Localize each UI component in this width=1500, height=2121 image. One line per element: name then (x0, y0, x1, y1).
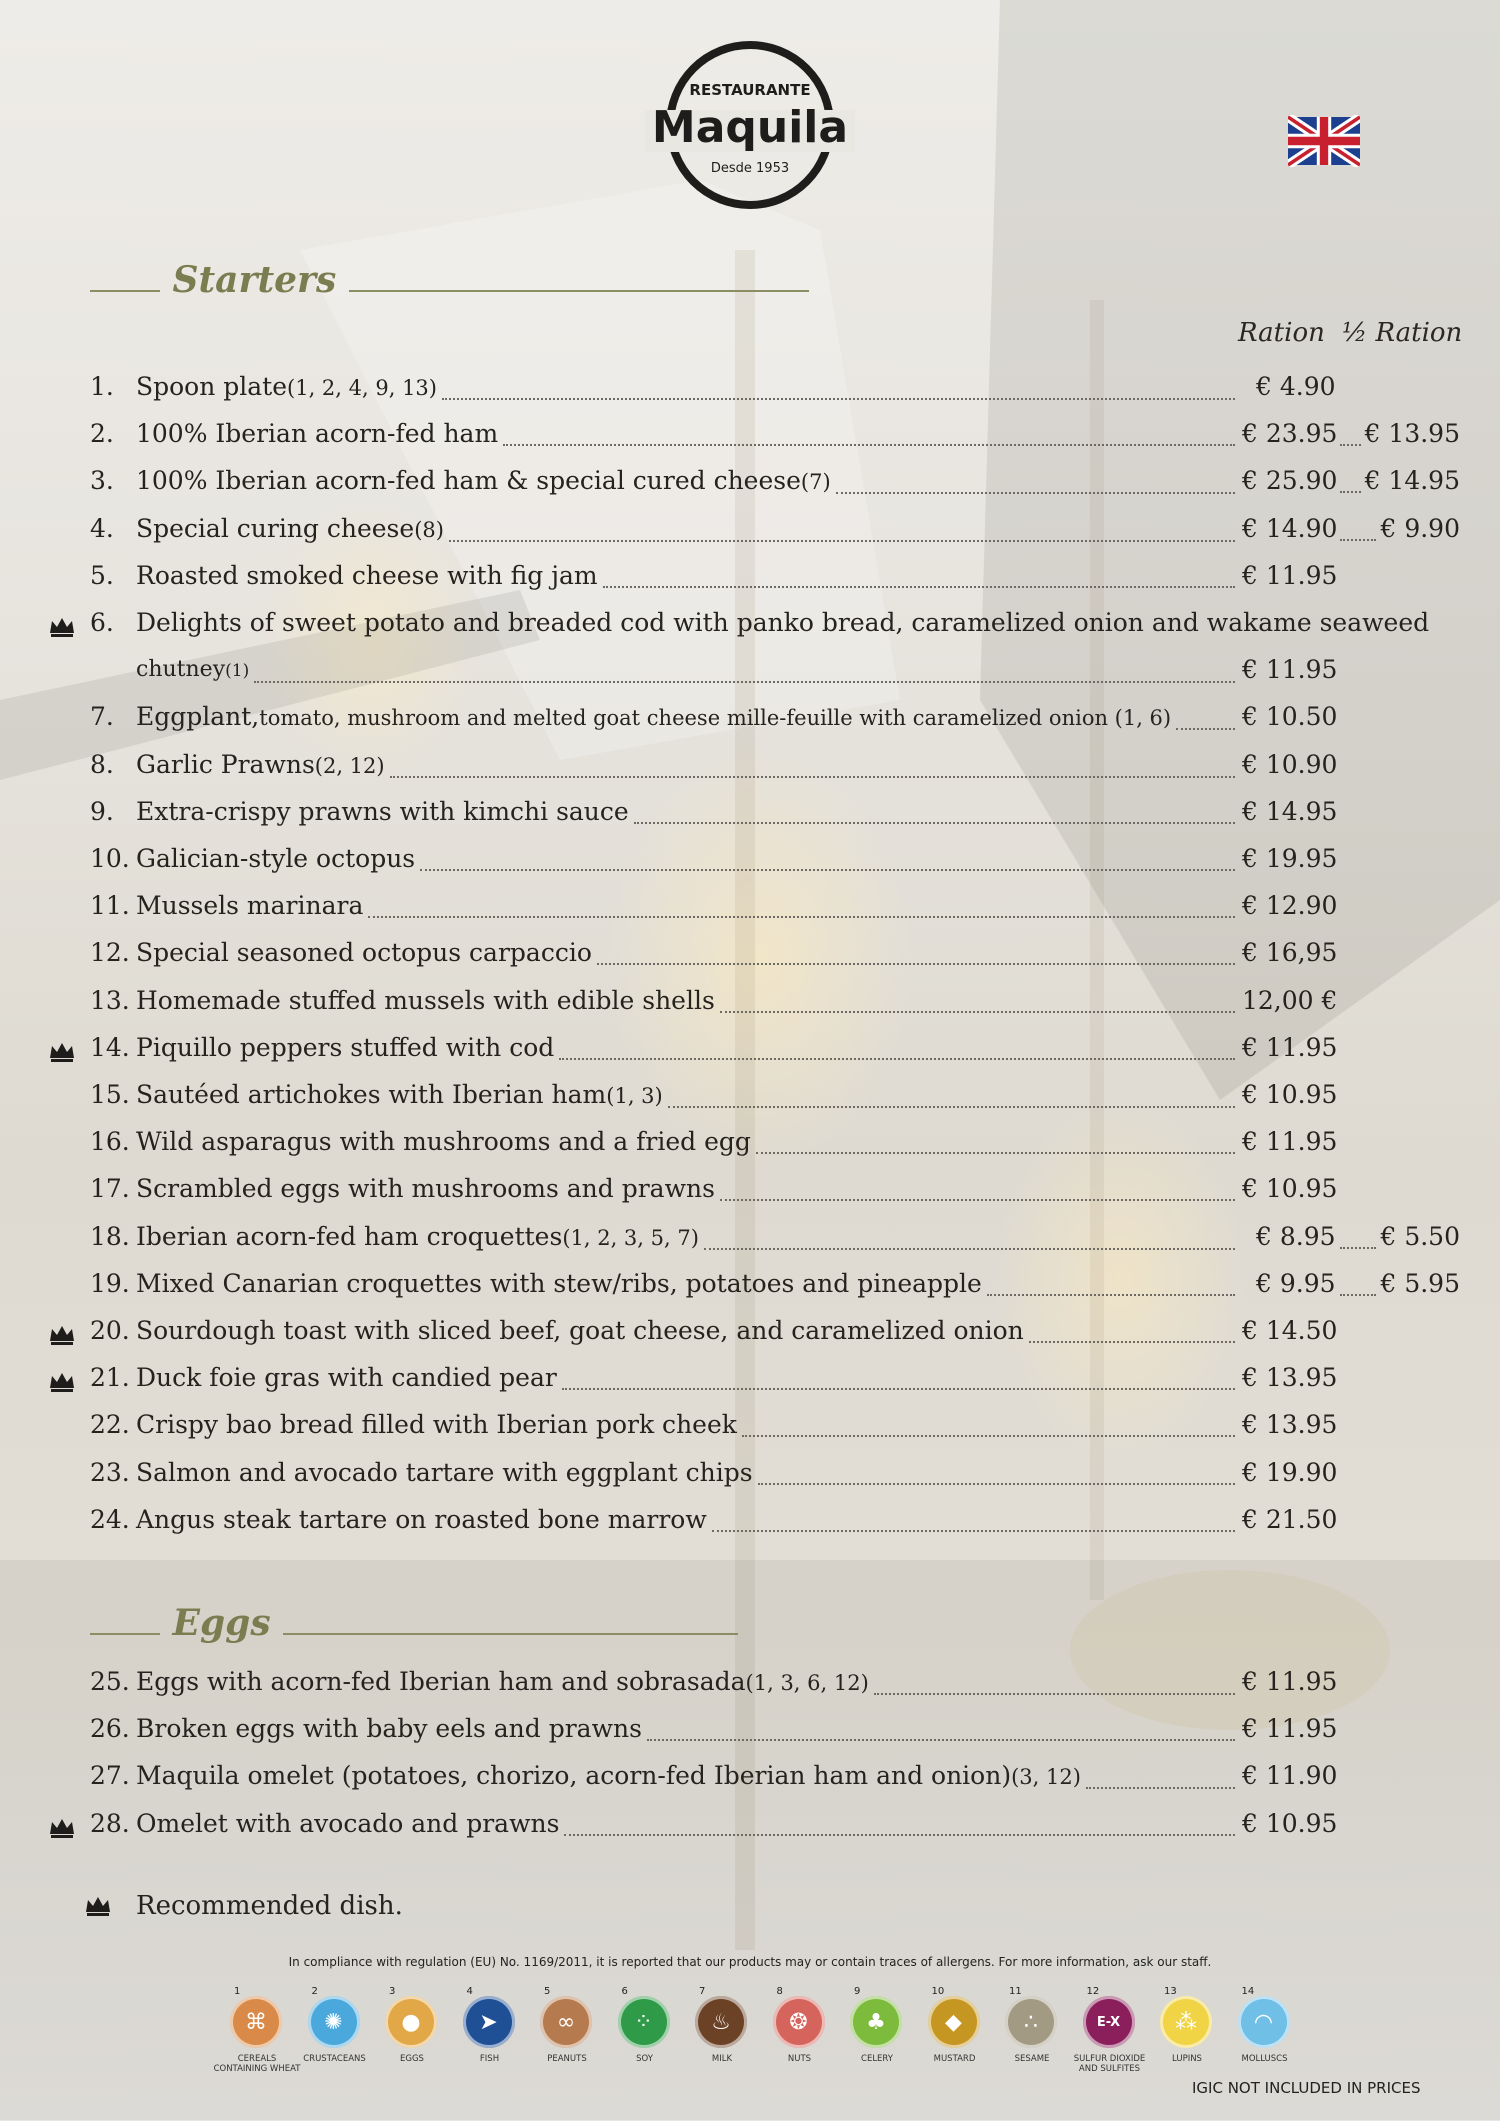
allergen-number: 14 (1241, 1986, 1255, 1997)
allergen-number: 1 (234, 1986, 241, 1997)
item-name: Wild asparagus with mushrooms and a fried egg (136, 1127, 751, 1157)
item-allergens: (1, 3) (606, 1084, 663, 1108)
leader-dots (647, 1739, 1235, 1741)
item-price: € 10.90 (1242, 749, 1338, 779)
item-half-price: € 9.90 (1380, 513, 1460, 543)
leader-dots (442, 398, 1235, 400)
allergen-item (213, 1986, 301, 2076)
item-name: Maquila omelet (potatoes, chorizo, acorn-fed Iberian ham and onion) (136, 1761, 1012, 1791)
menu-item (90, 1028, 1490, 1068)
allergen-label: MOLLUSCS (1241, 2054, 1288, 2064)
item-name: Piquillo peppers stuffed with cod (136, 1032, 555, 1062)
leader-dots (1029, 1341, 1235, 1343)
leader-dots (712, 1530, 1235, 1532)
menu-item (90, 1500, 1490, 1540)
crown-icon (84, 1894, 112, 1918)
menu-item (90, 1122, 1490, 1162)
item-name: Omelet with avocado and prawns (136, 1808, 560, 1838)
crown-icon (48, 615, 76, 639)
allergen-disclaimer: In compliance with regulation (EU) No. 1169/2011, it is reported that our products may or contain traces of allergens. For more information, ask our staff. (288, 1955, 1212, 1969)
leader-dots (597, 963, 1235, 965)
item-price: € 4.90 (1256, 372, 1336, 401)
item-number: 1. (90, 372, 114, 401)
item-number: 13. (90, 985, 130, 1015)
leader-dots (559, 1058, 1235, 1060)
allergen-item (1075, 1986, 1145, 2076)
item-name: 100% Iberian acorn-fed ham & special cured cheese (136, 466, 801, 496)
allergen-number: 4 (466, 1986, 473, 1997)
menu-item (90, 1311, 1490, 1351)
leader-dots (449, 540, 1235, 542)
item-allergens: (1) (225, 661, 250, 682)
item-price: € 11.90 (1242, 1761, 1338, 1791)
item-number: 25. (90, 1667, 130, 1696)
fish-icon: ➤ (463, 1996, 515, 2048)
menu-item (90, 1264, 1490, 1304)
item-price: € 14.50 (1242, 1316, 1338, 1345)
menu-item (90, 839, 1490, 879)
allergen-label: CRUSTACEANS (303, 2054, 366, 2064)
eggs-heading (90, 1603, 738, 1643)
leader-dots (603, 586, 1235, 588)
item-number: 27. (90, 1761, 130, 1791)
allergen-number: 6 (621, 1986, 628, 1997)
leader-dots (1340, 539, 1376, 541)
menu-item (90, 509, 1490, 549)
allergen-item (765, 1986, 835, 2076)
item-allergens: (2, 12) (314, 753, 385, 778)
item-price: € 21.50 (1242, 1504, 1338, 1534)
leader-dots (874, 1693, 1235, 1695)
leader-dots (1340, 491, 1361, 493)
allergen-item (610, 1986, 680, 2076)
leader-dots (1340, 1294, 1376, 1296)
menu-item (90, 1804, 1490, 1844)
item-price: 12,00 € (1242, 985, 1338, 1015)
menu-item-continued (90, 650, 1490, 690)
item-name: Mixed Canarian croquettes with stew/ribs, potatoes and pineapple (136, 1268, 982, 1298)
item-price: € 11.95 (1242, 655, 1338, 685)
menu-item (90, 745, 1490, 785)
item-name: Garlic Prawns (136, 749, 315, 779)
leader-dots (1340, 1247, 1376, 1249)
menu-item (90, 1756, 1490, 1796)
uk-flag-icon[interactable] (1288, 115, 1360, 167)
restaurant-logo (645, 40, 855, 210)
menu-item (90, 603, 1490, 643)
item-number: 6. (90, 608, 114, 637)
item-price: € 11.95 (1242, 1667, 1338, 1696)
item-number: 8. (90, 749, 114, 779)
item-price: € 14.95 (1242, 796, 1338, 826)
item-price: € 10.95 (1242, 1808, 1338, 1838)
eggs-icon: ● (385, 1996, 437, 2048)
leader-dots (720, 1199, 1235, 1201)
item-price: € 10.95 (1242, 1080, 1338, 1109)
leader-dots (420, 869, 1235, 871)
item-number: 10. (90, 844, 130, 873)
item-name: Scrambled eggs with mushrooms and prawns (136, 1174, 715, 1204)
item-price: € 16,95 (1242, 938, 1338, 968)
mustard-icon: ◆ (928, 1996, 980, 2048)
leader-dots (668, 1106, 1235, 1108)
menu-item (90, 556, 1490, 596)
leader-dots (1086, 1787, 1235, 1789)
leader-dots (836, 492, 1235, 494)
item-number: 2. (90, 419, 114, 449)
allergen-label: CEREALS CONTAINING WHEAT (213, 2054, 301, 2074)
item-name: Salmon and avocado tartare with eggplant chips (136, 1457, 753, 1487)
allergen-item (532, 1986, 602, 2076)
item-name: Roasted smoked cheese with fig jam (136, 560, 598, 590)
crown-icon (48, 1370, 76, 1394)
item-price: € 9.95 (1256, 1268, 1336, 1298)
allergen-number: 2 (311, 1986, 318, 1997)
item-price: € 14.90 (1242, 513, 1338, 543)
mollusc-icon: ◠ (1238, 1996, 1290, 2048)
item-number: 14. (90, 1032, 130, 1062)
menu-item (90, 461, 1490, 501)
logo-bottom-text: Desde 1953 (710, 161, 790, 176)
leader-dots (368, 916, 1235, 918)
allergen-label: SOY (636, 2054, 653, 2064)
allergen-item (377, 1986, 447, 2076)
allergen-item (300, 1986, 370, 2076)
allergen-number: 3 (389, 1986, 396, 1997)
item-half-price: € 5.95 (1380, 1268, 1460, 1298)
allergen-label: SULFUR DIOXIDE AND SULFITES (1073, 2054, 1146, 2074)
allergen-item (1152, 1986, 1222, 2076)
menu-item (90, 414, 1490, 454)
item-number: 15. (90, 1080, 130, 1109)
item-name: Eggs with acorn-fed Iberian ham and sobrasada (136, 1667, 746, 1696)
item-name: Special seasoned octopus carpaccio (136, 938, 592, 968)
celery-icon: ♣ (850, 1996, 902, 2048)
leader-dots (720, 1011, 1235, 1013)
item-allergens: (1, 2, 3, 5, 7) (562, 1225, 699, 1250)
leader-dots (987, 1294, 1235, 1296)
allergen-label: MILK (711, 2054, 733, 2064)
item-number: 19. (90, 1268, 130, 1298)
item-price: € 10.50 (1242, 702, 1338, 732)
menu-item (90, 1453, 1490, 1493)
item-price: € 11.95 (1242, 1714, 1338, 1744)
allergen-label: NUTS (787, 2054, 812, 2064)
item-name: Spoon plate (136, 372, 288, 401)
allergen-number: 8 (776, 1986, 783, 1997)
item-number: 22. (90, 1410, 130, 1440)
nuts-icon: ❂ (773, 1996, 825, 2048)
logo-top-text: RESTAURANTE (689, 81, 811, 99)
item-price: € 8.95 (1256, 1221, 1336, 1251)
item-name: Sourdough toast with sliced beef, goat cheese, and caramelized onion (136, 1316, 1024, 1345)
item-number: 20. (90, 1316, 130, 1345)
allergen-number: 11 (1009, 1986, 1022, 1997)
menu-item (90, 1075, 1490, 1115)
col-half-ration-header: ½ Ration (1342, 318, 1463, 348)
item-price: € 11.95 (1242, 560, 1338, 590)
item-price: € 23.95 (1242, 419, 1338, 449)
item-name: Extra-crispy prawns with kimchi sauce (136, 796, 629, 826)
recommended-legend-text: Recommended dish. (136, 1891, 403, 1921)
item-price: € 13.95 (1242, 1410, 1338, 1440)
item-allergens: (1, 3, 6, 12) (745, 1671, 869, 1695)
item-price: € 19.90 (1242, 1457, 1338, 1487)
starters-heading (90, 260, 809, 300)
allergen-label: CELERY (861, 2054, 893, 2064)
leader-dots (634, 822, 1235, 824)
item-allergens: (8) (414, 517, 444, 542)
crown-icon (48, 1040, 76, 1064)
item-name: Duck foie gras with candied pear (136, 1363, 557, 1393)
leader-dots (562, 1388, 1235, 1390)
item-name: Mussels marinara (136, 891, 364, 921)
soy-icon: ⁘ (618, 1996, 670, 2048)
menu-item (90, 933, 1490, 973)
item-number: 24. (90, 1504, 130, 1534)
item-price: € 13.95 (1242, 1363, 1338, 1393)
allergen-number: 13 (1164, 1986, 1177, 1997)
item-name: Special curing cheese (136, 513, 415, 543)
allergen-label: SESAME (1014, 2054, 1050, 2064)
lupins-icon: ⁂ (1160, 1996, 1212, 2048)
leader-dots (564, 1834, 1235, 1836)
menu-item (90, 367, 1490, 407)
igic-note: IGIC NOT INCLUDED IN PRICES (1192, 2079, 1421, 2097)
allergen-item (1230, 1986, 1300, 2076)
menu-item (90, 886, 1490, 926)
item-name: Eggplant, (136, 702, 260, 732)
item-half-price: € 13.95 (1364, 419, 1460, 449)
allergen-number: 9 (854, 1986, 861, 1997)
item-allergens: (3, 12) (1011, 1765, 1081, 1790)
allergen-label: PEANUTS (547, 2054, 587, 2064)
item-number: 23. (90, 1457, 130, 1487)
item-number: 5. (90, 560, 114, 590)
item-number: 18. (90, 1221, 130, 1251)
menu-item (90, 1709, 1490, 1749)
item-price: € 11.95 (1242, 1127, 1338, 1157)
item-number: 17. (90, 1174, 130, 1204)
item-number: 12. (90, 938, 130, 968)
item-name: Angus steak tartare on roasted bone marrow (136, 1504, 707, 1534)
item-allergens: (1, 2, 4, 9, 13) (287, 376, 437, 400)
crown-icon (48, 1323, 76, 1347)
allergen-item (687, 1986, 757, 2076)
item-name: Galician-style octopus (136, 844, 416, 873)
allergen-number: 7 (699, 1986, 706, 1997)
milk-icon: ♨ (695, 1996, 747, 2048)
menu-item (90, 1169, 1490, 1209)
menu-item (90, 1358, 1490, 1398)
allergen-item (920, 1986, 990, 2076)
allergen-item (997, 1986, 1067, 2076)
item-number: 11. (90, 891, 130, 921)
item-name: Iberian acorn-fed ham croquettes (136, 1221, 563, 1251)
item-number: 7. (90, 702, 114, 732)
wheat-icon: ⌘ (230, 1996, 282, 2048)
menu-item (90, 1662, 1490, 1702)
leader-dots (742, 1435, 1235, 1437)
menu-item (90, 697, 1490, 737)
item-price: € 10.95 (1242, 1174, 1338, 1204)
item-name-continued: chutney (136, 657, 226, 683)
item-name: Delights of sweet potato and breaded cod with panko bread, caramelized onion and wakame seaweed (136, 608, 1430, 637)
starters-heading-text: Starters (172, 259, 337, 301)
leader-dots (1176, 728, 1235, 730)
allergen-label: FISH (479, 2054, 500, 2064)
item-name: Sautéed artichokes with Iberian ham (136, 1080, 607, 1109)
logo-name: Maquila (651, 102, 849, 153)
item-name: 100% Iberian acorn-fed ham (136, 419, 499, 449)
peanut-icon: ∞ (540, 1996, 592, 2048)
sulfites-icon: E-X (1083, 1996, 1135, 2048)
item-name: Broken eggs with baby eels and prawns (136, 1714, 642, 1744)
item-number: 4. (90, 513, 114, 543)
item-number: 3. (90, 466, 114, 496)
allergen-item (842, 1986, 912, 2076)
allergen-label: EGGS (400, 2054, 424, 2064)
leader-dots (503, 444, 1235, 446)
item-name: Homemade stuffed mussels with edible shells (136, 985, 715, 1015)
item-price: € 19.95 (1242, 844, 1338, 873)
item-number: 16. (90, 1127, 130, 1157)
crab-icon: ✺ (308, 1996, 360, 2048)
item-number: 21. (90, 1363, 130, 1393)
item-price: € 12.90 (1242, 891, 1338, 921)
item-half-price: € 5.50 (1380, 1221, 1460, 1251)
allergen-label: LUPINS (1172, 2054, 1202, 2064)
item-allergens: (7) (800, 470, 831, 495)
item-price: € 25.90 (1242, 466, 1338, 496)
leader-dots (756, 1152, 1235, 1154)
menu-item (90, 981, 1490, 1021)
item-description: tomato, mushroom and melted goat cheese mille-feuille with caramelized onion (1, 6) (259, 706, 1172, 731)
leader-dots (1340, 444, 1361, 446)
crown-icon (48, 1816, 76, 1840)
leader-dots (254, 681, 1235, 683)
item-price: € 11.95 (1242, 1032, 1338, 1062)
col-ration-header: Ration (1238, 318, 1325, 348)
allergen-label: MUSTARD (933, 2054, 976, 2064)
leader-dots (390, 776, 1235, 778)
item-number: 26. (90, 1714, 130, 1744)
item-number: 9. (90, 796, 114, 826)
allergen-number: 5 (544, 1986, 551, 1997)
allergen-number: 10 (931, 1986, 945, 1997)
leader-dots (758, 1483, 1235, 1485)
eggs-heading-text: Eggs (172, 1602, 271, 1644)
item-half-price: € 14.95 (1364, 466, 1460, 496)
item-name: Crispy bao bread filled with Iberian pork cheek (136, 1410, 737, 1440)
allergen-icons (0, 1986, 1500, 2076)
item-number: 28. (90, 1808, 130, 1838)
leader-dots (704, 1248, 1235, 1250)
menu-item (90, 1217, 1490, 1257)
menu-item (90, 1405, 1490, 1445)
allergen-item (455, 1986, 525, 2076)
sesame-icon: ∴ (1005, 1996, 1057, 2048)
allergen-number: 12 (1086, 1986, 1100, 1997)
menu-item (90, 792, 1490, 832)
